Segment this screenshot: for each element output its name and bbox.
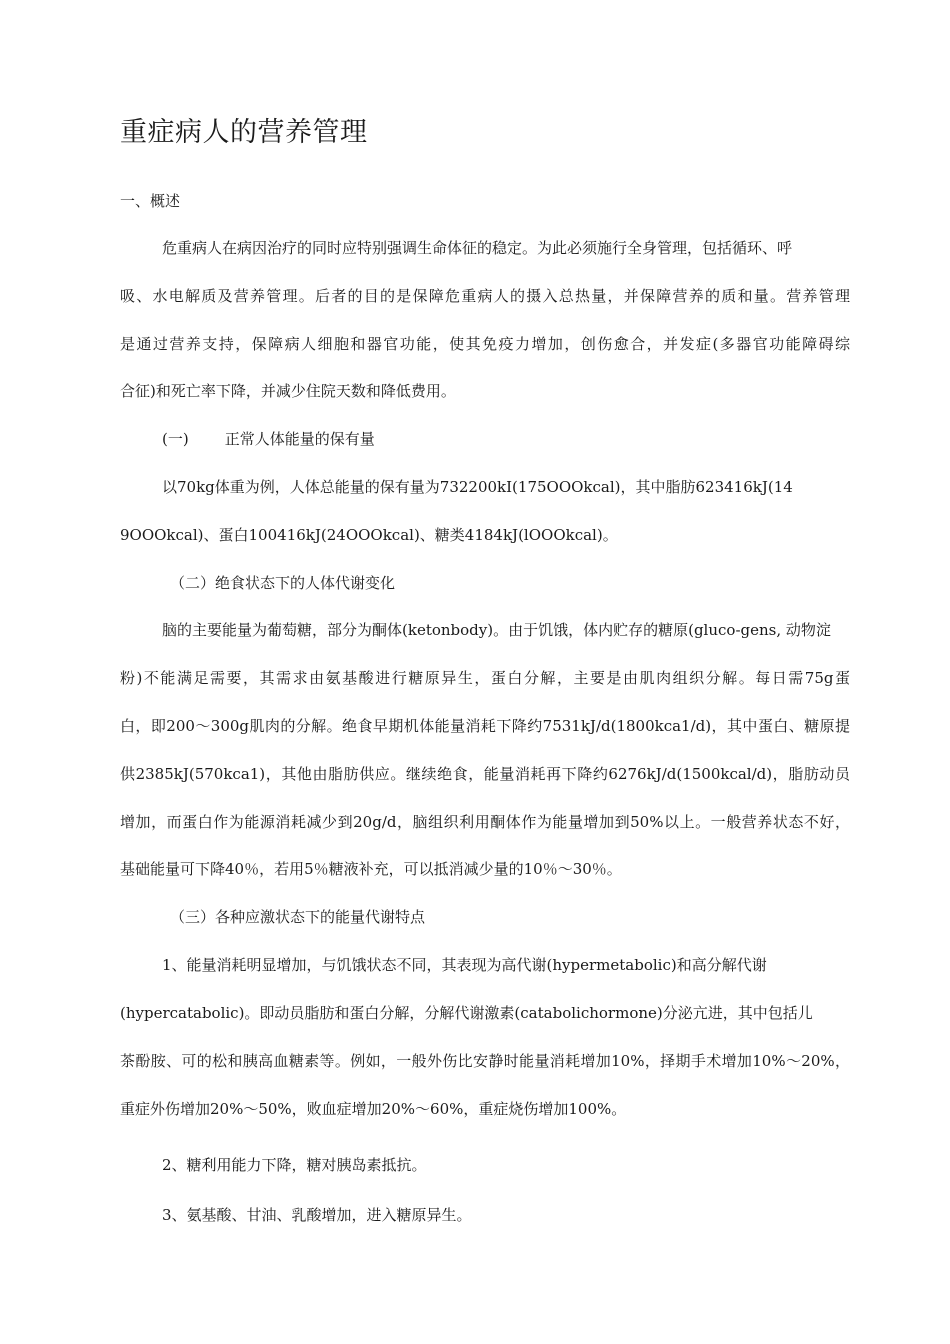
overview-line: 吸、水电解质及营养管理。后者的目的是保障危重病人的摄入总热量，并保障营养的质和量。营养管理: [120, 287, 850, 305]
subsection-title: 正常人体能量的保有量: [224, 430, 375, 448]
stress-item-1-line: (hypercatabolic)。即动员脂肪和蛋白分解，分解代谢激素(catabolichormone)分泌亢进，其中包括儿: [120, 1004, 813, 1022]
overview-line: 是通过营养支持，保障病人细胞和器官功能，使其免疫力增加，创伤愈合，并发症(多器官功能障碍综: [120, 335, 850, 353]
subsection-heading-normal-energy: [162, 429, 375, 449]
document-title: 重症病人的营养管理: [120, 117, 368, 148]
stress-item-1-line: 重症外伤增加20%〜50%，败血症增加20%〜60%，重症烧伤增加100%。: [120, 1100, 627, 1118]
normal-energy-line: 9OOOkcal)、蛋白100416kJ(24OOOkcal)、糖类4184kJ(lOOOkcal)。: [120, 526, 618, 544]
fasting-line: 增加，而蛋白作为能源消耗减少到20g/d，脑组织利用酮体作为能量增加到50%以上。一般营养状态不好，: [120, 813, 850, 831]
stress-item-1-line: 茶酚胺、可的松和胰高血糖素等。例如，一般外伤比安静时能量消耗增加10%，择期手术增加10%〜20%，: [120, 1052, 850, 1070]
subsection-heading-fasting: （二）绝食状态下的人体代谢变化: [170, 574, 396, 592]
fasting-line: 白，即200〜300g肌肉的分解。绝食早期机体能量消耗下降约7531kJ/d(1800kca1/d)，其中蛋白、糖原提: [120, 717, 850, 735]
fasting-line: 基础能量可下降40％，若用5％糖液补充，可以抵消减少量的10％〜30％。: [120, 860, 622, 878]
stress-item-2: 2、糖利用能力下降，糖对胰岛素抵抗。: [162, 1156, 427, 1174]
fasting-line: 脑的主要能量为葡萄糖，部分为酮体(ketonbody)。由于饥饿，体内贮存的糖原(gluco-gens, 动物淀: [162, 621, 831, 639]
overview-line: 合征)和死亡率下降，并减少住院天数和降低费用。: [120, 382, 456, 400]
section-heading-overview: 一、概述: [120, 192, 181, 210]
normal-energy-line: 以70kg体重为例，人体总能量的保有量为732200kI(175OOOkcal)，其中脂肪623416kJ(14: [162, 478, 793, 496]
stress-item-3: 3、氨基酸、甘油、乳酸增加，进入糖原异生。: [162, 1206, 472, 1224]
subsection-heading-stress: （三）各种应激状态下的能量代谢特点: [170, 908, 426, 926]
stress-item-1-line: 1、能量消耗明显增加，与饥饿状态不同，其表现为高代谢(hypermetabolic)和高分解代谢: [162, 956, 767, 974]
subsection-number: (一): [162, 430, 189, 448]
overview-line: 危重病人在病因治疗的同时应特别强调生命体征的稳定。为此必须施行全身管理，包括循环、呼: [162, 239, 793, 257]
fasting-line: 供2385kJ(570kca1)，其他由脂肪供应。继续绝食，能量消耗再下降约6276kJ/d(1500kcal/d)，脂肪动员: [120, 765, 850, 783]
fasting-line: 粉)不能满足需要，其需求由氨基酸进行糖原异生，蛋白分解，主要是由肌肉组织分解。每日需75g蛋: [120, 669, 850, 687]
